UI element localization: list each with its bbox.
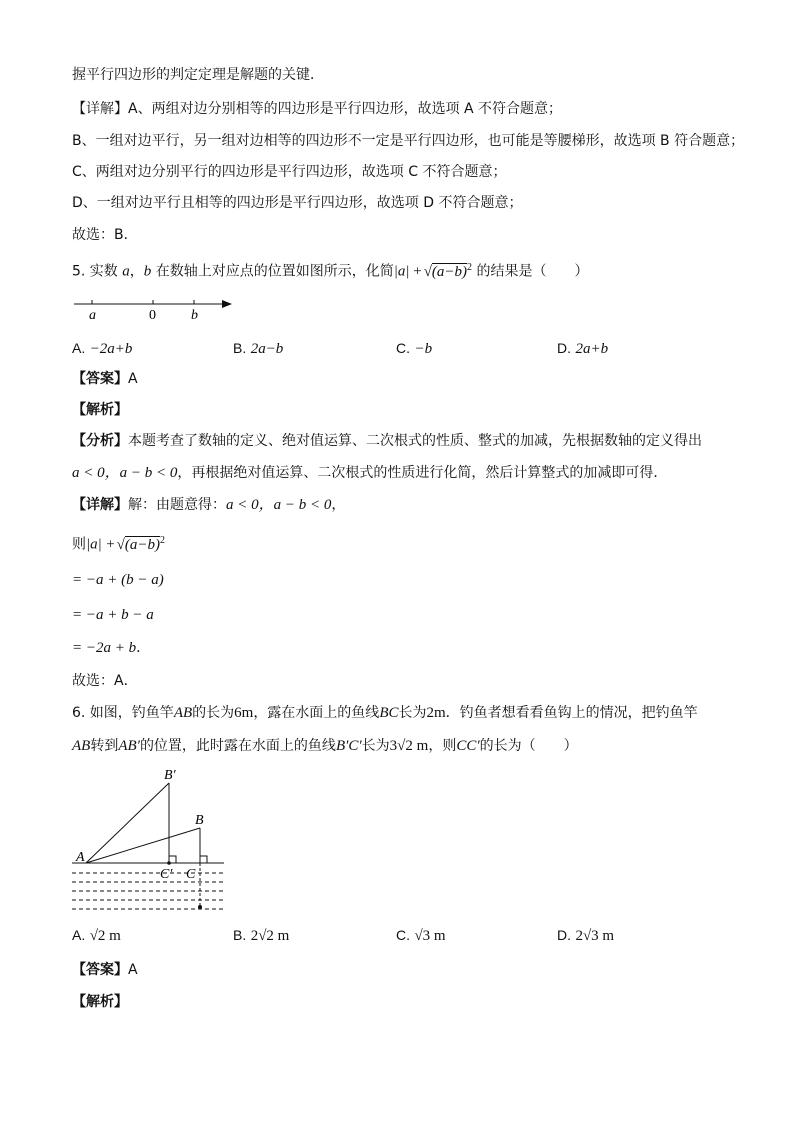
numline-label-0: 0 xyxy=(149,308,156,323)
q6-answer: 【答案】A xyxy=(72,962,138,978)
label-B-prime: B′ xyxy=(164,768,176,783)
text-line: C、两组对边分别平行的四边形是平行四边形，故选项 C 不符合题意； xyxy=(72,164,507,180)
q5-detail: 【详解】解：由题意得：a < 0，a − b < 0， xyxy=(72,497,346,513)
q6-option-a[interactable]: A. √2 m xyxy=(72,927,121,944)
label-C-prime: C′ xyxy=(160,867,173,882)
sqrt-expression: (a−b) xyxy=(431,263,468,280)
question-5-stem: 5. 实数 a，b 在数轴上对应点的位置如图所示，化简$|a| + √(a-b)^2$ 的结果是（ ） xyxy=(72,262,589,280)
q5-step-2: = −a + b − a xyxy=(72,607,154,623)
q5-then: 则$|a| + √(a-b)^2$ xyxy=(72,535,166,553)
numline-label-b: b xyxy=(191,308,198,323)
q6-option-d[interactable]: D. 2√3 m xyxy=(557,927,615,944)
q5-fenxi: 【分析】本题考查了数轴的定义、绝对值运算、二次根式的性质、整式的加减，先根据数轴的定义得出 xyxy=(72,433,702,449)
q6-analysis-tag: 【解析】 xyxy=(72,994,128,1010)
numline-label-a: a xyxy=(89,308,96,323)
number-line xyxy=(72,294,242,324)
q6-option-b[interactable]: B. 2√2 m xyxy=(233,927,290,944)
label-B: B xyxy=(195,813,204,828)
q5-answer: 【答案】A xyxy=(72,371,138,387)
fishing-rod-figure xyxy=(72,765,232,915)
abs-expression: |a| xyxy=(393,263,410,280)
label-C: C xyxy=(186,867,196,882)
text-line: D、一组对边平行且相等的四边形是平行四边形，故选项 D 不符合题意； xyxy=(72,195,523,211)
question-6-stem-1: 6. 如图，钓鱼竿AB的长为6m，露在水面上的鱼线BC长为2m．钓鱼者想看看鱼钩上的情况，把钓鱼竿 xyxy=(72,705,698,721)
q6-option-c[interactable]: C. √3 m xyxy=(396,927,446,944)
q5-step-1: = −a + (b − a) xyxy=(72,572,164,588)
text-line: B、一组对边平行，另一组对边相等的四边形不一定是平行四边形，也可能是等腰梯形，故选项 B 符合题意； xyxy=(72,133,745,149)
text-line: 故选：B． xyxy=(72,227,138,243)
q5-fenxi-2: a < 0，a − b < 0，再根据绝对值运算、二次根式的性质进行化简，然后计算整式的加减即可得． xyxy=(72,465,668,481)
label-A: A xyxy=(76,850,85,865)
q5-conclusion: 故选：A． xyxy=(72,673,138,689)
q5-option-b[interactable]: B. 2a−b xyxy=(233,340,284,357)
q5-option-c[interactable]: C. −b xyxy=(396,340,433,357)
q5-step-3: = −2a + b． xyxy=(72,640,151,656)
text-line: 【详解】A、两组对边分别相等的四边形是平行四边形，故选项 A 不符合题意； xyxy=(72,101,563,117)
q5-option-a[interactable]: A. −2a+b xyxy=(72,340,133,357)
question-6-stem-2: AB转到AB′的位置，此时露在水面上的鱼线B′C′长为3√2 m，则CC′的长为（ ） xyxy=(72,738,578,754)
q5-option-d[interactable]: D. 2a+b xyxy=(557,340,609,357)
q5-analysis-tag: 【解析】 xyxy=(72,402,128,418)
text-line: 握平行四边形的判定定理是解题的关键． xyxy=(72,67,324,83)
